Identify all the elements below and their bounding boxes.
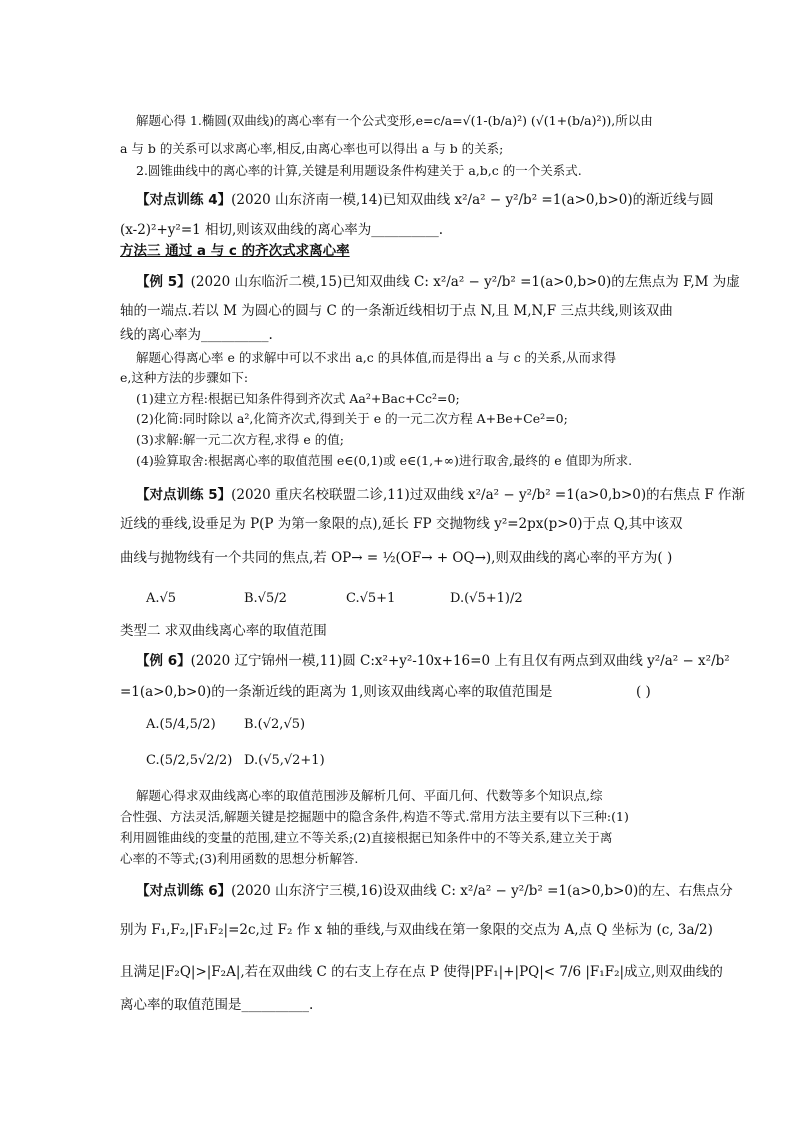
tip1-line2: a 与 b 的关系可以求离心率,相反,由离心率也可以得出 a 与 b 的关系; <box>120 141 504 156</box>
tip2-step4: (4)验算取舍:根据离心率的取值范围 e∈(0,1)或 e∈(1,+∞)进行取舍,最终的 e 值即为所求. <box>136 453 633 468</box>
tip1-line1: 解题心得 1.椭圆(双曲线)的离心率有一个公式变形,e=c/a=√(1-(b/a)²) (√(1+(b/a)²)),所以由 <box>136 113 653 128</box>
example6-text: (2020 辽宁锦州一模,11)圆 C:x²+y²-10x+16=0 上有且仅有两点到双曲线 y²/a² − x²/b² <box>190 653 730 669</box>
drill5-option-b: B.√5/2 <box>244 591 287 606</box>
example6-option-a: A.(5/4,5/2) <box>146 717 216 732</box>
drill5-option-d: D.(√5+1)/2 <box>450 591 523 606</box>
drill5-text: (2020 重庆名校联盟二诊,11)过双曲线 x²/a² − y²/b² =1(a>0,b>0)的右焦点 F 作渐 <box>231 487 746 503</box>
example6-answer-paren: ( ) <box>636 684 651 700</box>
example5-text: (2020 山东临沂二模,15)已知双曲线 C: x²/a² − y²/b² =1(a>0,b>0)的左焦点为 F,M 为虚 <box>190 274 740 290</box>
tip2-line1: 解题心得离心率 e 的求解中可以不求出 a,c 的具体值,而是得出 a 与 c 的关系,从而求得 <box>136 350 617 365</box>
drill6-tag: 【对点训练 6】 <box>136 883 232 899</box>
drill4-text: (2020 山东济南一模,14)已知双曲线 x²/a² − y²/b² =1(a>0,b>0)的渐近线与圆 <box>231 192 714 208</box>
example6-option-c: C.(5/2,5√2/2) <box>146 753 233 768</box>
tip2-step1: (1)建立方程:根据已知条件得到齐次式 Aa²+Bac+Cc²=0; <box>136 391 460 406</box>
drill6-line2: 别为 F₁,F₂,|F₁F₂|=2c,过 F₂ 作 x 轴的垂线,与双曲线在第一象限的交点为 A,点 Q 坐标为 (c, 3a/2) <box>120 922 713 938</box>
drill6-line4: 离心率的取值范围是__________. <box>120 997 314 1013</box>
example6-tag: 【例 6】 <box>136 653 191 669</box>
example5-line3: 线的离心率为__________. <box>120 327 273 343</box>
drill5-option-a: A.√5 <box>146 591 177 606</box>
example6-line2: =1(a>0,b>0)的一条渐近线的距离为 1,则该双曲线离心率的取值范围是 <box>120 684 553 700</box>
drill6-line1 <box>136 882 733 900</box>
example5-tag: 【例 5】 <box>136 274 191 290</box>
drill4-line2: (x-2)²+y²=1 相切,则该双曲线的离心率为__________. <box>120 222 444 238</box>
drill5-option-c: C.√5+1 <box>346 591 396 606</box>
example6-option-b: B.(√2,√5) <box>244 717 306 732</box>
example5-line2: 轴的一端点.若以 M 为圆心的圆与 C 的一条渐近线相切于点 N,且 M,N,F 三点共线,则该双曲 <box>120 303 673 319</box>
tip3-line1: 解题心得求双曲线离心率的取值范围涉及解析几何、平面几何、代数等多个知识点,综 <box>136 788 603 803</box>
drill6-line3: 且满足|F₂Q|>|F₂A|,若在双曲线 C 的右支上存在点 P 使得|PF₁|+|PQ|< 7/6 |F₁F₂|成立,则双曲线的 <box>120 964 723 980</box>
tip1-line3: 2.圆锥曲线中的离心率的计算,关键是利用题设条件构建关于 a,b,c 的一个关系式. <box>136 163 582 178</box>
type2-heading: 类型二 求双曲线离心率的取值范围 <box>120 623 327 639</box>
drill5-line3: 曲线与抛物线有一个共同的焦点,若 OP→ = ½(OF→ + OQ→),则双曲线的离心率的平方为( ) <box>120 550 673 566</box>
method3-heading: 方法三 通过 a 与 c 的齐次式求离心率 <box>120 243 350 259</box>
drill4-tag: 【对点训练 4】 <box>136 192 232 208</box>
tip2-line2: e,这种方法的步骤如下: <box>120 370 249 385</box>
tip3-line4: 心率的不等式;(3)利用函数的思想分析解答. <box>120 851 359 866</box>
tip2-step3: (3)求解:解一元二次方程,求得 e 的值; <box>136 432 344 447</box>
drill5-tag: 【对点训练 5】 <box>136 487 232 503</box>
drill5-line2: 近线的垂线,设垂足为 P(P 为第一象限的点),延长 FP 交抛物线 y²=2px(p>0)于点 Q,其中该双 <box>120 516 683 532</box>
tip2-step2: (2)化简:同时除以 a²,化简齐次式,得到关于 e 的一元二次方程 A+Be+Ce²=0; <box>136 411 568 426</box>
drill4-line1 <box>136 191 714 209</box>
example5-line1 <box>136 273 740 291</box>
example6-option-d: D.(√5,√2+1) <box>244 753 325 768</box>
example6-line1 <box>136 652 730 670</box>
tip3-line3: 利用圆锥曲线的变量的范围,建立不等关系;(2)直接根据已知条件中的不等关系,建立关于离 <box>120 830 613 845</box>
drill5-line1 <box>136 486 745 504</box>
tip3-line2: 合性强、方法灵活,解题关键是挖掘题中的隐含条件,构造不等式.常用方法主要有以下三种:(1) <box>120 809 629 824</box>
drill6-text: (2020 山东济宁三模,16)设双曲线 C: x²/a² − y²/b² =1(a>0,b>0)的左、右焦点分 <box>231 883 733 899</box>
